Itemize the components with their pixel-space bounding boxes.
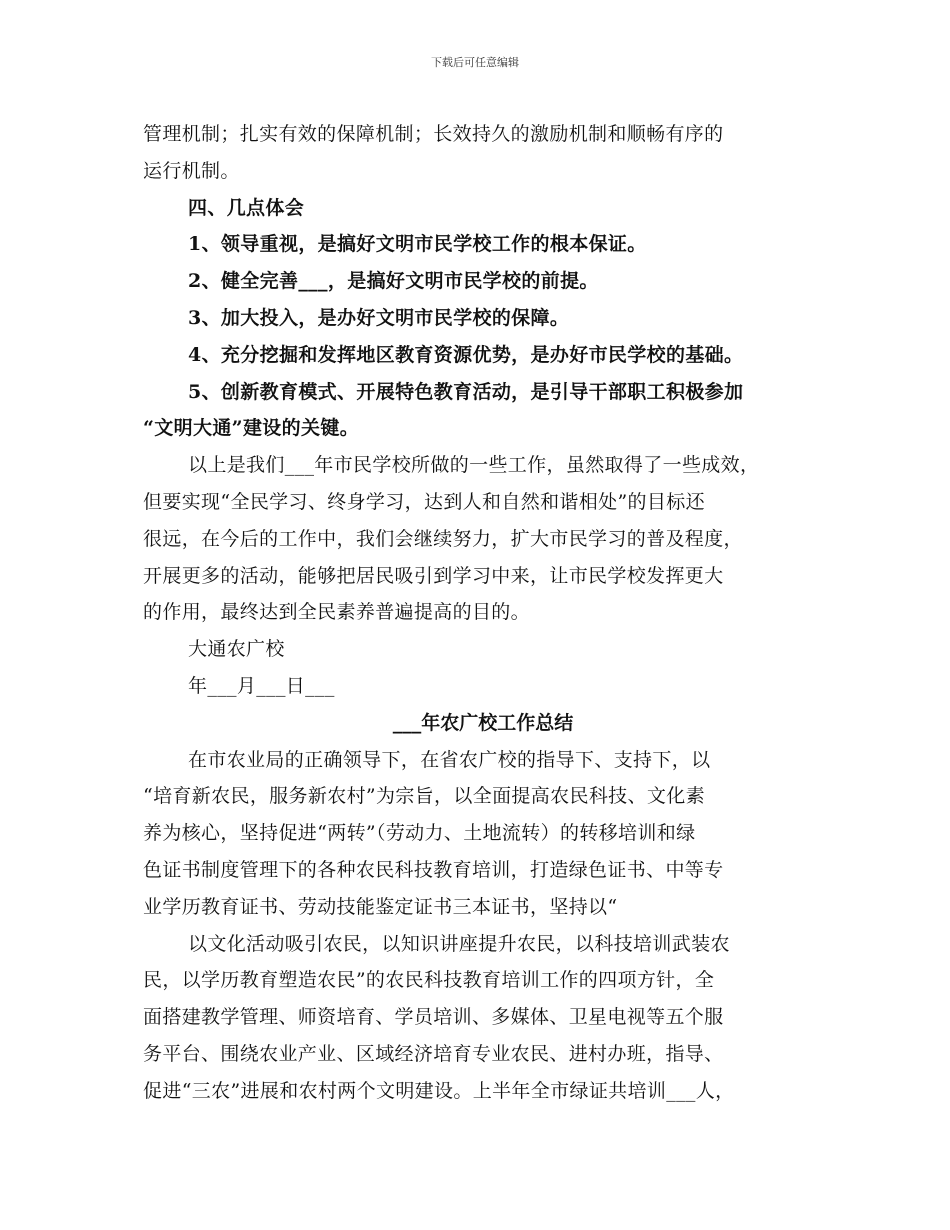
paragraph-line: 面搭建教学管理、师资培育、学员培训、多媒体、卫星电视等五个服 xyxy=(143,1006,724,1029)
paragraph-line: 以上是我们___年市民学校所做的一些工作，虽然取得了一些成效， xyxy=(188,454,760,477)
list-item: 3、加大投入，是办好文明市民学校的保障。 xyxy=(188,306,570,329)
list-item-continuation: “文明大通”建设的关键。 xyxy=(143,417,360,440)
paragraph-line: 管理机制；扎实有效的保障机制；长效持久的激励机制和顺畅有序的 xyxy=(143,123,724,145)
document-title: ___年农广校工作总结 xyxy=(392,711,574,734)
list-item: 2、健全完善___，是搞好文明市民学校的前提。 xyxy=(188,270,599,293)
paragraph-line: 的作用，最终达到全民素养普遍提高的目的。 xyxy=(143,601,531,624)
paragraph-line: 运行机制。 xyxy=(143,159,240,182)
paragraph-line: 但要实现“全民学习、终身学习，达到人和自然和谐相处”的目标还 xyxy=(143,490,705,513)
paragraph-line: 在市农业局的正确领导下，在省农广校的指导下、支持下，以 xyxy=(188,748,711,771)
paragraph-line: 很远，在今后的工作中，我们会继续努力，扩大市民学习的普及程度， xyxy=(143,527,743,550)
paragraph-line: 务平台、围绕农业产业、区域经济培育专业农民、进村办班，指导、 xyxy=(143,1042,724,1065)
paragraph-line: 民，以学历教育塑造农民”的农民科技教育培训工作的四项方针，全 xyxy=(143,969,715,992)
paragraph-line: 促进“三农”进展和农村两个文明建设。上半年全市绿证共培训___人， xyxy=(143,1079,735,1102)
page-header: 下载后可任意编辑 xyxy=(431,56,519,69)
paragraph-line: “培育新农民，服务新农村”为宗旨，以全面提高农民科技、文化素 xyxy=(143,785,705,808)
paragraph-line: 养为核心，坚持促进“两转”（劳动力、土地流转）的转移培训和绿 xyxy=(143,822,696,845)
section-heading: 四、几点体会 xyxy=(188,196,305,219)
paragraph-line: 业学历教育证书、劳动技能鉴定证书三本证书，坚持以“ xyxy=(143,895,618,918)
list-item: 5、创新教育模式、开展特色教育活动，是引导干部职工积极参加 xyxy=(188,380,744,403)
list-item: 1、领导重视，是搞好文明市民学校工作的根本保证。 xyxy=(188,233,647,256)
paragraph-line: 以文化活动吸引农民，以知识讲座提升农民，以科技培训武装农 xyxy=(188,932,730,955)
document-body xyxy=(143,116,823,1110)
paragraph-line: 开展更多的活动，能够把居民吸引到学习中来，让市民学校发挥更大 xyxy=(143,564,724,587)
signature-date: 年___月___日___ xyxy=(188,674,335,697)
paragraph-line: 色证书制度管理下的各种农民科技教育培训，打造绿色证书、中等专 xyxy=(143,858,724,881)
signature-org: 大通农广校 xyxy=(188,638,285,661)
list-item: 4、充分挖掘和发挥地区教育资源优势，是办好市民学校的基础。 xyxy=(188,343,744,366)
